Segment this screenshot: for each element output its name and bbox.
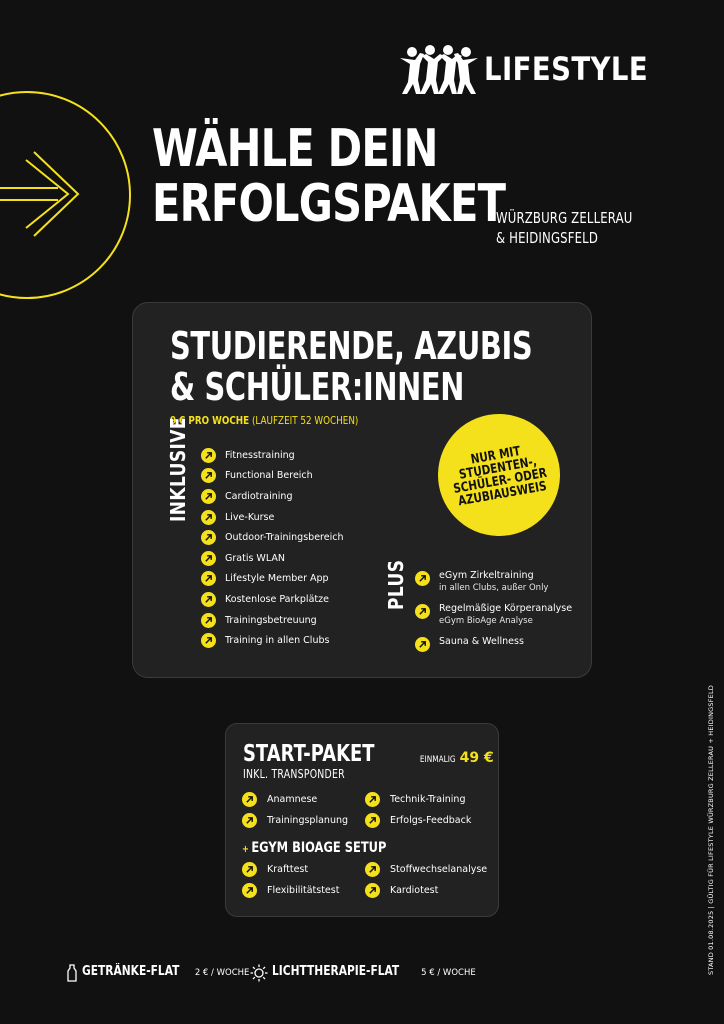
light-therapy-flat-name: LICHTTHERAPIE-FLAT: [272, 964, 400, 979]
list-item: [242, 883, 339, 898]
list-item-label: Technik-Training: [390, 794, 466, 805]
arrow-up-right-icon: [415, 571, 430, 586]
einmalig-label: EINMALIG: [419, 755, 456, 765]
list-item: [365, 883, 438, 898]
list-item: [242, 792, 317, 807]
list-item-label: Erfolgs-Feedback: [390, 815, 472, 826]
list-item-label: Krafttest: [267, 864, 309, 875]
list-item-label: Functional Bereich: [225, 470, 313, 482]
list-item: [201, 445, 343, 466]
list-item: [201, 569, 343, 590]
arrow-up-right-icon: [201, 571, 216, 586]
arrow-up-right-icon: [201, 448, 216, 463]
list-item-label: Kardiotest: [390, 885, 439, 896]
validity-note: STAND 01.08.2025 | GÜLTIG FÜR LIFESTYLE WÜRZBURG ZELLERAU + HEIDINGSFELD: [707, 684, 715, 975]
bottle-icon: [66, 964, 78, 982]
list-item-label: Live-Kurse: [225, 511, 275, 523]
list-item-label: Stoffwechselanalyse: [390, 864, 488, 875]
price-note: (LAUFZEIT 52 WOCHEN): [251, 414, 359, 427]
arrow-up-right-icon: [365, 862, 380, 877]
list-item-sub: in allen Clubs, außer Only: [439, 583, 549, 593]
badge-text: NUR MIT STUDENTEN-, SCHÜLER- ODER AZUBIAUSWEIS: [452, 444, 548, 510]
list-item: [201, 548, 343, 569]
egym-setup-label: EGYM BIOAGE SETUP: [251, 840, 387, 856]
drinks-flat-price: 2 € / WOCHE: [194, 968, 250, 978]
arrow-up-right-icon: [415, 604, 430, 619]
location-line2: & HEIDINGSFELD: [496, 229, 599, 247]
list-item-label: Training in allen Clubs: [225, 635, 330, 647]
list-item-label: Flexibilitätstest: [267, 885, 340, 896]
list-item: [201, 589, 343, 610]
list-item-label: Lifestyle Member App: [225, 573, 329, 585]
student-package-price: [170, 414, 358, 428]
list-item: [415, 603, 572, 627]
list-item-label: Outdoor-Trainingsbereich: [225, 532, 344, 544]
arrow-up-right-icon: [201, 592, 216, 607]
list-item: [415, 636, 572, 652]
list-item-label: Gratis WLAN: [225, 552, 285, 564]
page-title-line1: WÄHLE DEIN: [152, 119, 438, 179]
list-item-label: Trainingsbetreuung: [225, 614, 317, 626]
plus-list: [415, 570, 572, 661]
list-item: [201, 486, 343, 507]
list-item-label: Regelmäßige Körperanalyse: [439, 603, 573, 614]
page-title: [152, 119, 506, 234]
list-item: [201, 610, 343, 631]
start-package-price: [412, 750, 494, 766]
list-item: [201, 507, 343, 528]
list-item-label: eGym Zirkeltraining: [439, 570, 534, 581]
list-item-label: Anamnese: [267, 794, 318, 805]
arrow-up-right-icon: [242, 792, 257, 807]
arrow-up-right-icon: [365, 813, 380, 828]
list-item: [365, 862, 487, 877]
brand-name: LIFESTYLE: [484, 50, 649, 88]
people-logo-icon: [398, 42, 480, 96]
list-item-sub: eGym BioAge Analyse: [439, 616, 533, 626]
inklusive-list: [201, 445, 343, 651]
arrow-up-right-icon: [201, 489, 216, 504]
arrow-up-right-icon: [242, 813, 257, 828]
list-item-label: Sauna & Wellness: [439, 636, 524, 647]
arrow-up-right-icon: [201, 633, 216, 648]
start-package-title: START-PAKET: [243, 741, 375, 767]
list-item-label: Cardiotraining: [225, 490, 293, 502]
location: [496, 208, 633, 248]
list-item-label: Fitnesstraining: [225, 449, 295, 461]
arrow-circle-icon: [0, 90, 132, 300]
brand-logo: [398, 42, 688, 96]
arrow-up-right-icon: [201, 613, 216, 628]
price-value: 9 € PRO WOCHE: [170, 414, 250, 427]
student-package-title-line1: STUDIERENDE, AZUBIS: [170, 324, 533, 368]
arrow-up-right-icon: [201, 530, 216, 545]
light-therapy-flat-price: 5 € / WOCHE: [421, 968, 476, 978]
list-item: [365, 813, 471, 828]
list-item: [201, 527, 343, 548]
arrow-up-right-icon: [365, 883, 380, 898]
list-item-label: Kostenlose Parkplätze: [225, 593, 329, 605]
arrow-up-right-icon: [365, 792, 380, 807]
arrow-up-right-icon: [201, 551, 216, 566]
location-line1: WÜRZBURG ZELLERAU: [496, 209, 633, 227]
student-package-title: [170, 326, 532, 408]
plus-label: PLUS: [384, 559, 408, 610]
page-title-line2: ERFOLGSPAKET: [152, 174, 506, 234]
drinks-flat-name: GETRÄNKE-FLAT: [82, 964, 180, 979]
arrow-up-right-icon: [201, 510, 216, 525]
egym-setup-heading: [242, 840, 386, 858]
list-item: [415, 570, 572, 594]
arrow-up-right-icon: [415, 637, 430, 652]
list-item: [201, 630, 343, 651]
arrow-up-right-icon: [201, 468, 216, 483]
list-item: [201, 466, 343, 487]
list-item-label: Trainingsplanung: [267, 815, 349, 826]
list-item: [242, 813, 348, 828]
list-item: [365, 792, 465, 807]
drinks-flat: [66, 964, 249, 982]
arrow-up-right-icon: [242, 862, 257, 877]
arrow-up-right-icon: [242, 883, 257, 898]
start-package-subtitle: INKL. TRANSPONDER: [243, 767, 345, 781]
sun-icon: [250, 964, 268, 982]
list-item: [242, 862, 308, 877]
inklusive-label: INKLUSIVE: [166, 417, 190, 522]
einmalig-price: 49 €: [459, 750, 494, 766]
plus-icon: +: [242, 844, 249, 855]
light-therapy-flat: [250, 964, 476, 982]
student-package-title-line2: & SCHÜLER:INNEN: [170, 365, 465, 409]
